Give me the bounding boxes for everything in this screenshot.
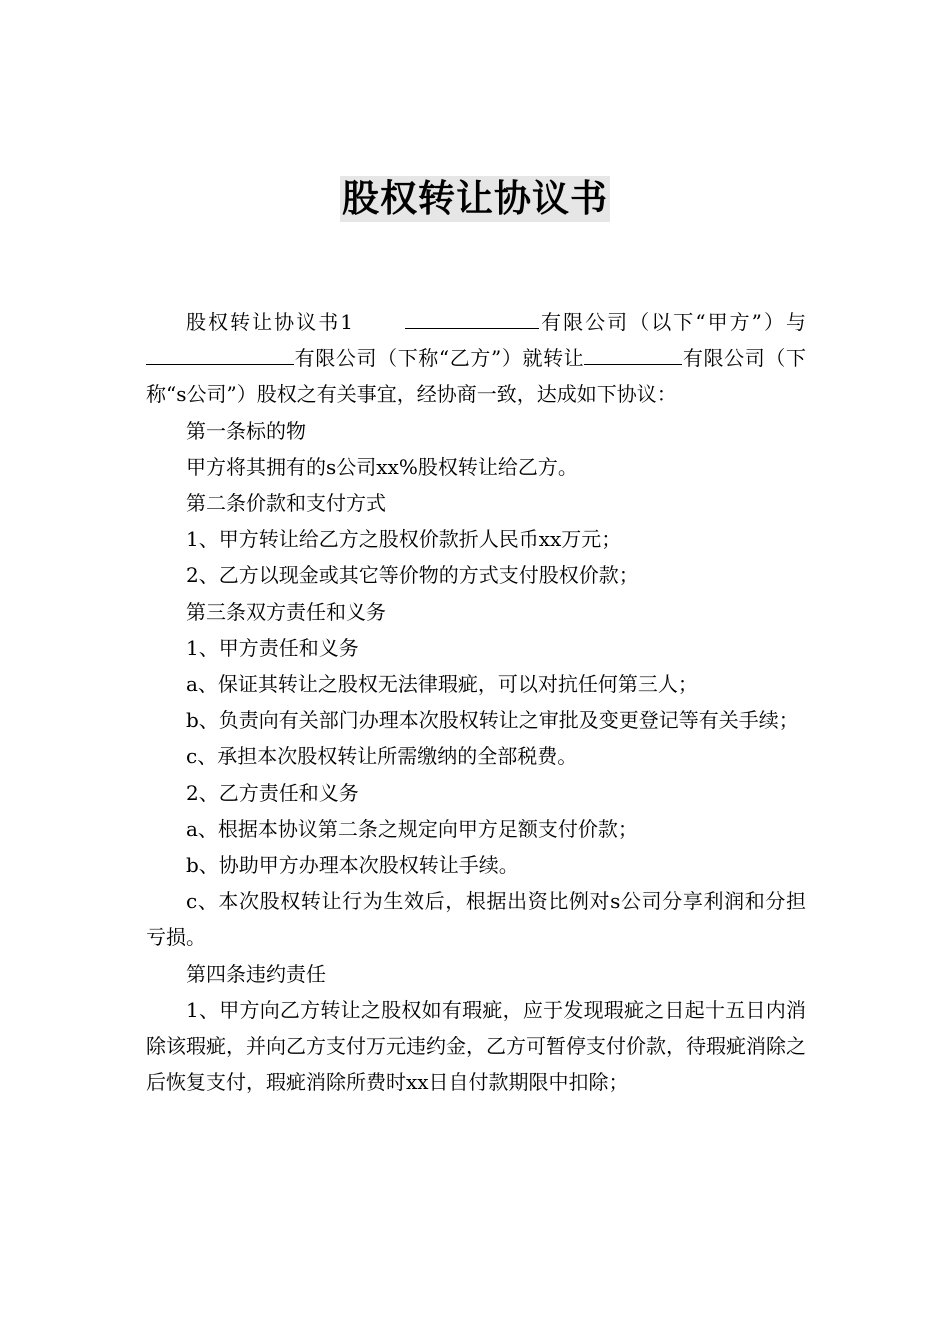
article-3-item-2c: c、本次股权转让行为生效后，根据出资比例对s公司分享利润和分担亏损。 [146, 889, 806, 950]
article-3-item-2a: a、根据本协议第二条之规定向甲方足额支付价款； [186, 816, 638, 841]
article-3-item-1a: a、保证其转让之股权无法律瑕疵，可以对抗任何第三人； [186, 672, 698, 697]
blank-target-company [584, 343, 682, 365]
article-1-text: 甲方将其拥有的s公司xx%股权转让给乙方。 [186, 454, 578, 479]
title-container [0, 176, 950, 222]
article-3-item-1c: c、承担本次股权转让所需缴纳的全部税费。 [186, 744, 578, 769]
article-4-item-1: 1、甲方向乙方转让之股权如有瑕疵，应于发现瑕疵之日起十五日内消除该瑕疵，并向乙方支付万元违约金，乙方可暂停支付价款，待瑕疵消除之后恢复支付，瑕疵消除所费时xx日自付款期限中扣除； [146, 997, 806, 1095]
intro-text-2: 有限公司（以下“甲方”）与 [539, 310, 806, 334]
article-3-heading: 第三条双方责任和义务 [186, 599, 386, 624]
article-3-item-2b: b、协助甲方办理本次股权转让手续。 [186, 853, 519, 878]
intro-text-1: 股权转让协议书1 [186, 310, 354, 334]
article-2-item-1: 1、甲方转让给乙方之股权价款折人民币xx万元； [186, 527, 622, 552]
blank-party-b [146, 343, 294, 365]
article-4-heading: 第四条违约责任 [186, 961, 326, 986]
document-title: 股权转让协议书 [342, 177, 608, 220]
article-2-heading: 第二条价款和支付方式 [186, 491, 386, 516]
intro-text-4: 有限公司（下称“s公司”）股权之有关事宜，经协商一致，达成如下协议： [146, 346, 807, 407]
intro-paragraph [146, 304, 806, 413]
article-3-section-2: 2、乙方责任和义务 [186, 780, 359, 805]
blank-party-a [405, 307, 539, 329]
article-2-item-2: 2、乙方以现金或其它等价物的方式支付股权价款； [186, 563, 639, 588]
intro-text-3: 有限公司（下称“乙方”）就转让 [294, 346, 585, 371]
document-body [146, 304, 806, 1100]
article-1-heading: 第一条标的物 [186, 418, 306, 443]
article-3-item-1b: b、负责向有关部门办理本次股权转让之审批及变更登记等有关手续； [186, 708, 799, 733]
article-3-section-1: 1、甲方责任和义务 [186, 635, 359, 660]
